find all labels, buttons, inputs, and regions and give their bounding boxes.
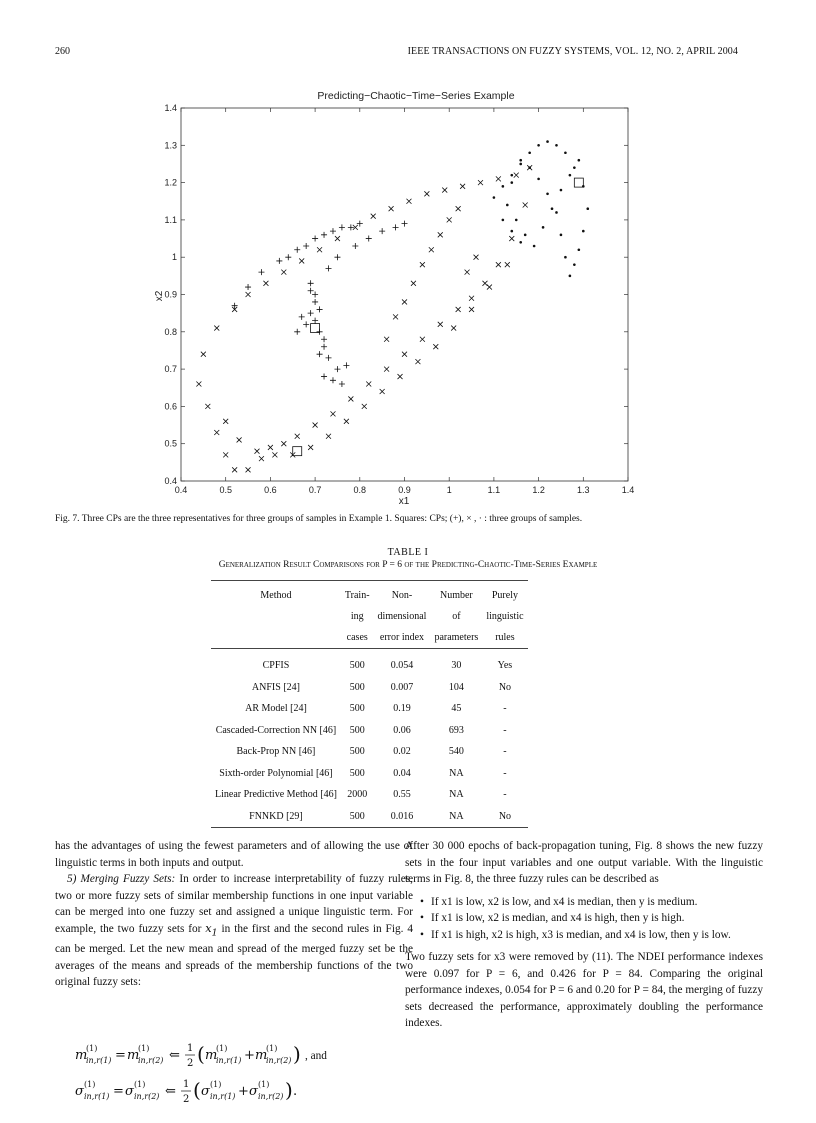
cross-point xyxy=(469,296,474,301)
dot-point xyxy=(560,189,563,192)
dot-point xyxy=(569,174,572,177)
cross-point xyxy=(384,337,389,342)
table-cell: No xyxy=(498,681,512,693)
dot-point xyxy=(537,178,540,181)
svg-text:): ) xyxy=(285,1078,293,1102)
table-header-row xyxy=(211,581,528,607)
table-cell: Back-Prop NN [46] xyxy=(236,746,316,758)
table-cell: FNNKD [29] xyxy=(211,806,341,828)
plus-point xyxy=(294,329,300,335)
plus-point xyxy=(294,247,300,253)
plus-point xyxy=(303,321,309,327)
cross-point xyxy=(433,344,438,349)
svg-text:in,r(2): in,r(2) xyxy=(266,1056,292,1065)
table-cell: 104 xyxy=(448,681,464,693)
plus-point xyxy=(312,292,318,298)
cross-point xyxy=(254,449,259,454)
table-cell: 500 xyxy=(341,806,374,828)
table-row xyxy=(211,677,528,699)
dot-point xyxy=(502,185,505,188)
cross-point xyxy=(259,456,264,461)
cross-point xyxy=(362,404,367,409)
table-row xyxy=(211,763,528,785)
cross-point xyxy=(496,176,501,181)
dot-point xyxy=(560,234,563,237)
dot-point xyxy=(551,207,554,210)
cross-point xyxy=(460,184,465,189)
cross-point xyxy=(308,445,313,450)
dot-point xyxy=(573,263,576,266)
column-header: linguistic xyxy=(486,611,524,622)
dot-point xyxy=(502,219,505,222)
table-cell: Linear Predictive Method [46] xyxy=(215,789,337,801)
x-tick-label: 1.2 xyxy=(532,485,545,495)
cross-point xyxy=(514,173,519,178)
y-tick-label: 1.4 xyxy=(164,103,177,113)
column-header: ing xyxy=(350,611,364,622)
cross-point xyxy=(281,270,286,275)
table-cell: 0.19 xyxy=(393,703,411,715)
table-header-row xyxy=(211,606,528,627)
paragraph: After 30 000 epochs of back-propagation tuning, Fig. 8 shows the new fuzzy sets in the four input variables and one output variable. With the linguistic terms in Fig. 8, the three fuzzy rules can be described as xyxy=(405,840,763,885)
svg-text:): ) xyxy=(293,1042,301,1066)
svg-text:1: 1 xyxy=(187,1043,194,1054)
cross-point xyxy=(411,281,416,286)
x-tick-label: 0.8 xyxy=(353,485,367,495)
svg-text:in,r(1): in,r(1) xyxy=(86,1056,112,1065)
dot-point xyxy=(578,159,581,162)
table-cell: - xyxy=(503,703,507,715)
cross-point xyxy=(496,262,501,267)
dot-point xyxy=(555,211,558,214)
cross-point xyxy=(223,419,228,424)
table-row xyxy=(211,649,528,677)
axis-ticks xyxy=(164,103,634,495)
cross-point xyxy=(326,434,331,439)
dot-point xyxy=(533,245,536,248)
table-cell: 30 xyxy=(451,660,462,672)
table-cell: 2000 xyxy=(347,789,368,801)
table-cell: 0.06 xyxy=(393,724,411,736)
svg-text:σ: σ xyxy=(249,1084,258,1099)
cross-point xyxy=(393,314,398,319)
svg-text:m: m xyxy=(205,1048,218,1063)
scatter-chart xyxy=(150,86,650,511)
cross-point xyxy=(232,467,237,472)
dot-point xyxy=(506,204,509,207)
cross-point xyxy=(402,352,407,357)
column-header xyxy=(211,606,341,627)
cross-point xyxy=(237,437,242,442)
table-cell: - xyxy=(503,724,507,736)
svg-text:m: m xyxy=(127,1048,140,1063)
cross-point xyxy=(263,281,268,286)
table-cell: NA xyxy=(430,806,482,828)
svg-text:=: = xyxy=(113,1084,124,1099)
cross-point xyxy=(429,247,434,252)
column-header: error index xyxy=(374,627,431,649)
plus-point xyxy=(321,374,327,380)
cross-point xyxy=(523,202,528,207)
svg-text:2: 2 xyxy=(187,1058,194,1069)
plus-point xyxy=(308,280,314,286)
plus-point xyxy=(276,258,282,264)
svg-text:in,r(1): in,r(1) xyxy=(210,1092,236,1101)
plus-point xyxy=(308,288,314,294)
cross-point xyxy=(366,382,371,387)
cross-point xyxy=(482,281,487,286)
table-cell: 0.054 xyxy=(390,660,414,672)
plus-point xyxy=(352,243,358,249)
table-cell: 500 xyxy=(349,681,365,693)
x-tick-label: 0.4 xyxy=(174,485,188,495)
table-cell: Yes xyxy=(497,660,513,672)
cross-point xyxy=(456,307,461,312)
table-cell: 693 xyxy=(448,724,464,736)
column-header xyxy=(211,627,341,649)
table-cell: CPFIS xyxy=(262,660,290,672)
plus-point xyxy=(339,224,345,230)
cross-point xyxy=(415,359,420,364)
plus-point xyxy=(312,299,318,305)
figure-caption: Fig. 7. Three CPs are the three representatives for three groups of samples in Example 1. Squares: CPs; (+), × , · : three groups of samples. xyxy=(55,514,583,524)
plus-point xyxy=(393,224,399,230)
x-axis-label: x1 xyxy=(398,496,410,507)
svg-text:σ: σ xyxy=(75,1084,84,1099)
dot-point xyxy=(546,192,549,195)
cross-point xyxy=(201,352,206,357)
x-tick-label: 0.5 xyxy=(219,485,232,495)
table-cell: NA xyxy=(449,767,464,779)
column-header: parameters xyxy=(430,627,482,649)
plus-point xyxy=(343,362,349,368)
column-header: Purely xyxy=(491,590,518,601)
svg-text:.: . xyxy=(293,1084,298,1099)
cross-point xyxy=(456,206,461,211)
svg-text:2: 2 xyxy=(183,1094,190,1105)
plus-point xyxy=(330,228,336,234)
table-cell: - xyxy=(503,746,507,758)
y-tick-label: 1.2 xyxy=(164,177,177,188)
plus-point xyxy=(312,318,318,324)
fuzzy-rules-list xyxy=(405,894,763,944)
data-points xyxy=(196,140,589,472)
svg-text:+: + xyxy=(238,1084,249,1099)
table-row xyxy=(211,698,528,720)
svg-text:(: ( xyxy=(197,1042,205,1066)
plus-point xyxy=(366,236,372,242)
column-header: dimensional xyxy=(377,611,427,622)
cross-point xyxy=(451,326,456,331)
dot-point xyxy=(564,256,567,259)
svg-text:in,r(1): in,r(1) xyxy=(84,1092,110,1101)
dot-point xyxy=(519,163,522,166)
svg-text:(: ( xyxy=(193,1078,201,1102)
cross-point xyxy=(371,214,376,219)
table-cell: Cascaded-Correction NN [46] xyxy=(215,724,337,736)
cross-point xyxy=(402,299,407,304)
svg-text:(1): (1) xyxy=(216,1044,228,1053)
column-header: Train- xyxy=(344,590,370,601)
cross-point xyxy=(424,191,429,196)
plus-point xyxy=(308,310,314,316)
plus-point xyxy=(317,351,323,357)
right-column xyxy=(405,838,763,1032)
plus-point xyxy=(303,243,309,249)
table-cell: - xyxy=(503,767,507,779)
cross-point xyxy=(420,262,425,267)
table-row xyxy=(211,741,528,763)
list-item: • If x1 is low, x2 is median, and x4 is high, then y is high. xyxy=(431,910,763,927)
svg-text:(1): (1) xyxy=(138,1044,150,1053)
cross-point xyxy=(348,396,353,401)
cross-point xyxy=(442,188,447,193)
dot-point xyxy=(515,219,518,222)
cross-point xyxy=(398,374,403,379)
dot-point xyxy=(510,174,513,177)
y-axis-label: x2 xyxy=(154,290,165,302)
dot-point xyxy=(519,159,522,162)
dot-point xyxy=(542,226,545,229)
table-title: Generalization Result Comparisons for P = 6 of the Predicting-Chaotic-Time-Series Example xyxy=(218,560,598,570)
table-cell: 500 xyxy=(349,660,365,672)
cross-point xyxy=(295,434,300,439)
dot-point xyxy=(493,196,496,199)
cross-point xyxy=(438,322,443,327)
equation-and: , and xyxy=(305,1050,327,1062)
column-header: cases xyxy=(341,627,374,649)
cp-square xyxy=(293,447,302,456)
svg-text:σ: σ xyxy=(125,1084,134,1099)
y-tick-label: 1.1 xyxy=(164,214,177,225)
plus-point xyxy=(334,366,340,372)
cross-point xyxy=(469,307,474,312)
cross-point xyxy=(384,367,389,372)
svg-text:(1): (1) xyxy=(210,1080,222,1089)
svg-text:(1): (1) xyxy=(134,1080,146,1089)
cross-point xyxy=(465,270,470,275)
plus-point xyxy=(299,314,305,320)
table-row xyxy=(211,784,528,806)
paragraph: has the advantages of using the fewest parameters and of allowing the use of linguistic terms in both inputs and output. xyxy=(55,840,413,869)
cross-point xyxy=(246,467,251,472)
svg-text:⇐: ⇐ xyxy=(165,1084,176,1099)
dot-point xyxy=(564,151,567,154)
cross-point xyxy=(344,419,349,424)
table-cell: 500 xyxy=(349,703,365,715)
table-cell: Sixth-order Polynomial [46] xyxy=(219,767,333,779)
svg-text:=: = xyxy=(115,1048,126,1063)
svg-text:(1): (1) xyxy=(266,1044,278,1053)
plus-point xyxy=(321,336,327,342)
cross-point xyxy=(438,232,443,237)
plus-point xyxy=(321,232,327,238)
dot-point xyxy=(582,230,585,233)
dot-point xyxy=(569,275,572,278)
svg-text:m: m xyxy=(75,1048,88,1063)
x-tick-label: 1 xyxy=(446,485,452,495)
table-cell: 500 xyxy=(349,746,365,758)
dot-point xyxy=(537,144,540,147)
x-tick-label: 0.6 xyxy=(264,485,277,495)
cp-square xyxy=(574,178,583,187)
svg-text:⇐: ⇐ xyxy=(169,1048,180,1063)
list-item: • If x1 is high, x2 is high, x3 is median, and x4 is low, then y is low. xyxy=(431,927,763,944)
y-tick-label: 1.3 xyxy=(164,140,177,151)
dot-point xyxy=(524,234,527,237)
table-header-row xyxy=(211,627,528,649)
paragraph: 5) Merging Fuzzy Sets: In order to increase interpretability of fuzzy rules, two or more fuzzy sets of similar membership functions in one input variable can be merged into one fuzzy set and assigned a unique linguistic term. For example, the two fuzzy sets for $x_1$ in the first and the second rules in Fig. 4 can be merged. Let the new mean and spread of the merged fuzzy set be the averages of the means and spreads of the membership functions of the two original fuzzy sets: xyxy=(55,873,414,989)
section-heading: 5) Merging Fuzzy Sets: xyxy=(67,873,176,885)
table-cell: 500 xyxy=(349,767,365,779)
cp-square xyxy=(311,324,320,333)
y-tick-label: 0.7 xyxy=(164,364,177,375)
cross-point xyxy=(281,441,286,446)
cross-point xyxy=(268,445,273,450)
dot-point xyxy=(528,166,531,169)
y-tick-label: 1 xyxy=(171,252,177,263)
y-tick-label: 0.9 xyxy=(164,289,177,300)
svg-text:(1): (1) xyxy=(86,1044,98,1053)
dot-point xyxy=(586,207,589,210)
cross-point xyxy=(389,206,394,211)
column-header: of xyxy=(452,611,461,622)
plus-point xyxy=(357,221,363,227)
journal-header: IEEE TRANSACTIONS ON FUZZY SYSTEMS, VOL. 12, NO. 2, APRIL 2004 xyxy=(407,46,738,57)
table-cell: 540 xyxy=(448,746,464,758)
y-tick-label: 0.8 xyxy=(164,326,177,337)
table-cell: AR Model [24] xyxy=(245,703,307,715)
dot-point xyxy=(555,144,558,147)
results-table xyxy=(211,580,528,828)
svg-text:1: 1 xyxy=(183,1079,190,1090)
dot-point xyxy=(573,166,576,169)
table-cell: 0.02 xyxy=(393,746,411,758)
plus-point xyxy=(245,284,251,290)
column-header: Method xyxy=(260,590,292,601)
equation-graphic xyxy=(75,1035,415,1107)
cross-point xyxy=(272,452,277,457)
column-header: Non- xyxy=(391,590,413,601)
table-cell: 0.007 xyxy=(390,681,414,693)
x-tick-label: 1.4 xyxy=(621,485,635,495)
left-column xyxy=(55,838,413,991)
svg-text:σ: σ xyxy=(201,1084,210,1099)
x-tick-label: 1.3 xyxy=(577,485,590,495)
dot-point xyxy=(528,151,531,154)
table-cell: ANFIS [24] xyxy=(251,681,300,693)
cross-point xyxy=(420,337,425,342)
plus-point xyxy=(379,228,385,234)
page-number: 260 xyxy=(55,46,70,57)
table-cell: 0.016 xyxy=(374,806,431,828)
plus-point xyxy=(326,265,332,271)
y-tick-label: 0.6 xyxy=(164,401,177,412)
x-tick-label: 0.7 xyxy=(308,485,322,495)
cross-point xyxy=(205,404,210,409)
dot-point xyxy=(510,181,513,184)
table-row xyxy=(211,720,528,742)
x-tick-label: 1.1 xyxy=(487,485,501,495)
plus-point xyxy=(339,381,345,387)
cross-point xyxy=(380,389,385,394)
table-cell: - xyxy=(503,789,507,801)
table-number: TABLE I xyxy=(387,547,429,558)
plus-point xyxy=(258,269,264,275)
cross-point xyxy=(447,217,452,222)
plus-point xyxy=(326,355,332,361)
cross-point xyxy=(330,411,335,416)
dot-point xyxy=(578,248,581,251)
cross-point xyxy=(478,180,483,185)
table-cell: 500 xyxy=(349,724,365,736)
plus-point xyxy=(330,377,336,383)
plus-point xyxy=(312,236,318,242)
merge-equation xyxy=(75,1035,415,1111)
cross-point xyxy=(335,236,340,241)
table-cell: 0.55 xyxy=(393,789,411,801)
x-tick-label: 0.9 xyxy=(398,485,411,495)
svg-text:in,r(2): in,r(2) xyxy=(134,1092,160,1101)
column-header: rules xyxy=(482,627,527,649)
plus-point xyxy=(321,344,327,350)
cross-point xyxy=(299,258,304,263)
cross-point xyxy=(317,247,322,252)
y-tick-label: 0.4 xyxy=(164,476,177,486)
dot-point xyxy=(546,140,549,143)
svg-text:+: + xyxy=(244,1048,255,1063)
cross-point xyxy=(487,285,492,290)
plus-point xyxy=(334,254,340,260)
cross-point xyxy=(509,236,514,241)
plus-point xyxy=(285,254,291,260)
table-row xyxy=(211,806,528,828)
table-cell: NA xyxy=(449,789,464,801)
svg-text:(1): (1) xyxy=(258,1080,270,1089)
table-cell: No xyxy=(482,806,527,828)
column-header: Number xyxy=(439,590,473,601)
table-cell: 45 xyxy=(451,703,462,715)
list-item: • If x1 is low, x2 is low, and x4 is median, then y is medium. xyxy=(431,894,763,911)
svg-text:in,r(2): in,r(2) xyxy=(258,1092,284,1101)
svg-text:m: m xyxy=(255,1048,268,1063)
svg-text:in,r(2): in,r(2) xyxy=(138,1056,164,1065)
svg-text:in,r(1): in,r(1) xyxy=(216,1056,242,1065)
chart-title: Predicting−Chaotic−Time−Series Example xyxy=(317,90,515,102)
cross-point xyxy=(214,430,219,435)
plus-point xyxy=(317,306,323,312)
cross-point xyxy=(223,452,228,457)
paragraph: Two fuzzy sets for x3 were removed by (11). The NDEI performance indexes were 0.097 for P = 6, and 0.426 for P = 84. Comparing the original performance indexes, 0.054 for P = 6 and 0.20 for P = 84, the merging of fuzzy sets decreased the performance, approximately doubling the performance indexes. xyxy=(405,951,763,1029)
dot-point xyxy=(519,241,522,244)
cross-point xyxy=(505,262,510,267)
cross-point xyxy=(474,255,479,260)
y-tick-label: 0.5 xyxy=(164,438,177,449)
cross-point xyxy=(214,326,219,331)
cross-point xyxy=(313,423,318,428)
svg-text:(1): (1) xyxy=(84,1080,96,1089)
table-cell: 0.04 xyxy=(393,767,411,779)
dot-point xyxy=(510,230,513,233)
cross-point xyxy=(196,382,201,387)
plus-point xyxy=(402,221,408,227)
cross-point xyxy=(246,292,251,297)
cross-point xyxy=(406,199,411,204)
